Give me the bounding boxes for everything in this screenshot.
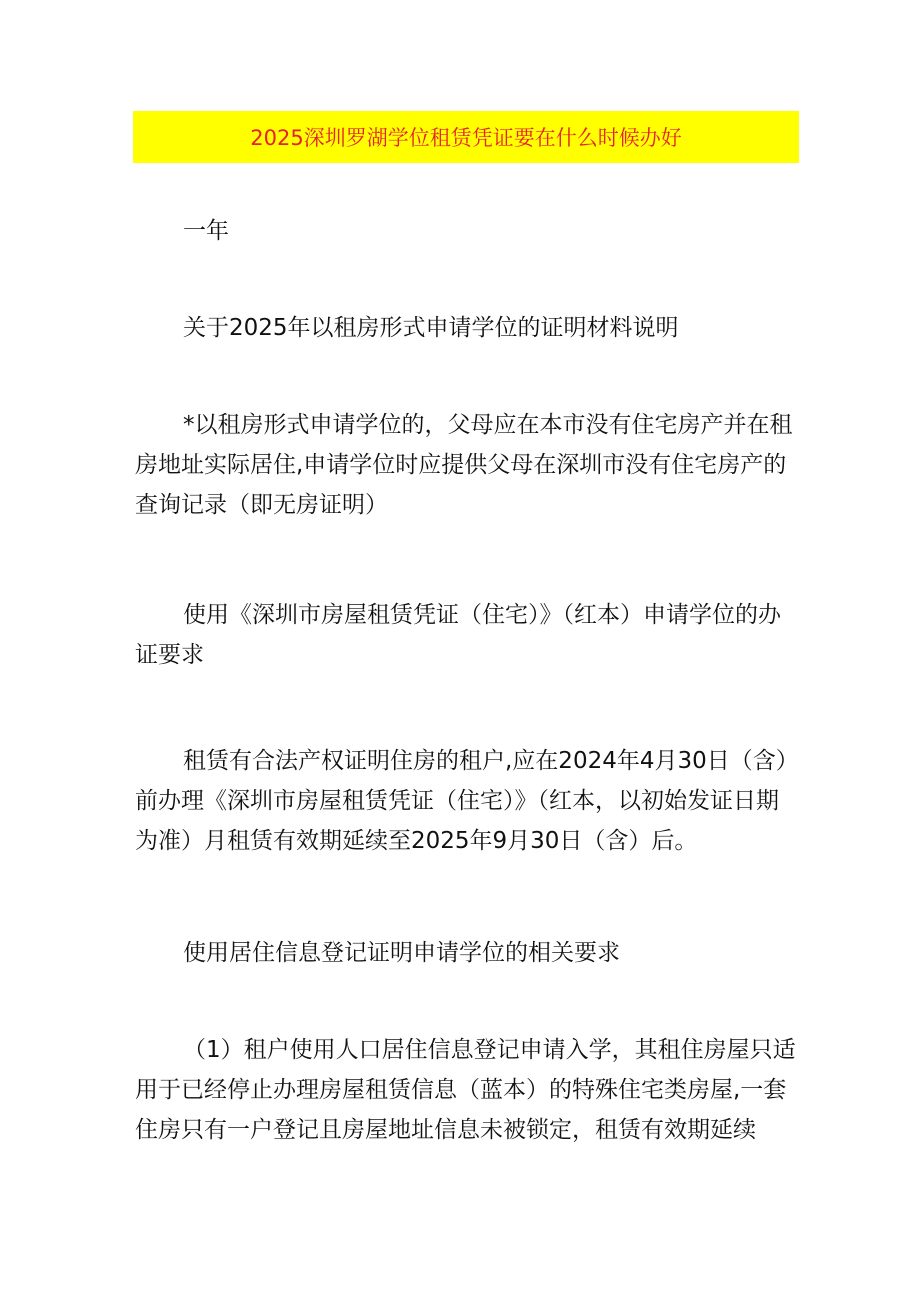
paragraph-6: 使用居住信息登记证明申请学位的相关要求 xyxy=(183,940,620,966)
paragraph-2: 关于2025年以租房形式申请学位的证明材料说明 xyxy=(183,315,679,341)
paragraph-5: 租赁有合法产权证明住房的租户,应在2024年4月30日（含）前办理《深圳市房屋租赁凭证（住宅）》（红本，以初始发证日期为准）月租赁有效期延续至2025年9月30日（含）后。 xyxy=(135,748,799,854)
paragraph-1: 一年 xyxy=(183,218,229,244)
paragraph-4: 使用《深圳市房屋租赁凭证（住宅）》（红本）申请学位的办证要求 xyxy=(135,602,781,668)
paragraph-3: *以租房形式申请学位的，父母应在本市没有住宅房产并在租房地址实际居住,申请学位时应提供父母在深圳市没有住宅房产的查询记录（即无房证明） xyxy=(135,412,793,518)
title-banner xyxy=(133,111,799,163)
document-title: 2025深圳罗湖学位租赁凭证要在什么时候办好 xyxy=(250,126,682,150)
paragraph-7: （1）租户使用人口居住信息登记申请入学，其租住房屋只适用于已经停止办理房屋租赁信息（蓝本）的特殊住宅类房屋,一套住房只有一户登记且房屋地址信息未被锁定，租赁有效期延续 xyxy=(135,1037,796,1143)
